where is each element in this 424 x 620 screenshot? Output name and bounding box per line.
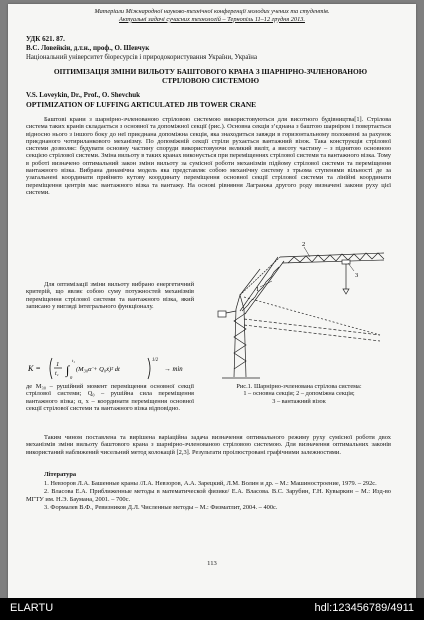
figure-label-2: 2 bbox=[302, 241, 306, 248]
reference-item: 2. Власова Е.А. Приближенные методы в математической физике/ Е.А. Власова. В.С. Зарубин, Г.Н. Кувыркин – М.: Изд-во МГТУ им. Н.Э. Баумана, 2001. – 700с. bbox=[26, 488, 391, 503]
reference-item: 1. Невзоров Л.А. Башенные краны /Л.А. Невзоров, А.А. Зарецкий, Л.М. Волин и др. – М.: Машиностроение, 1979. – 292с. bbox=[44, 480, 377, 487]
integral-sign: ∫ bbox=[66, 363, 70, 377]
caption-line-2: 1 – основна секція; 2 – допоміжна секція; bbox=[243, 390, 355, 398]
figure-label-3: 3 bbox=[355, 272, 359, 279]
formula-power: 1/2 bbox=[152, 358, 159, 363]
literature-heading: Література bbox=[44, 471, 77, 478]
figure-caption bbox=[204, 383, 394, 405]
header-line-2: Актуальні задачі сучасних технологій – Тернопіль 11–12 грудня 2013. bbox=[119, 15, 305, 23]
header-line-1: Матеріали Міжнародної науково-технічної конференції молодих учених та студентів. bbox=[94, 8, 330, 15]
caption-line-3: 3 – вантажний візок bbox=[272, 397, 326, 405]
paragraph-conclusion: Таким чином поставлена та вирішена варіаційна задача визначення оптимального режиму руху сумісної роботи двох механізмів зміни вильоту баштового крана з шарнірно-зчленованою стріловою системою. Для визначення оптимальних законів використаний наближений чисельний метод колокацій [2,3]. Результати проілюстровані графічними залежностями. bbox=[26, 434, 391, 456]
authors-ua: В.С. Ловейкін, д.т.н., проф., О. Шевчук bbox=[26, 44, 150, 52]
integral-formula bbox=[28, 354, 198, 382]
title-en: OPTIMIZATION OF LUFFING ARTICULATED JIB TOWER CRANE bbox=[26, 100, 257, 109]
formula-frac-num: 1 bbox=[56, 361, 60, 368]
reference-list bbox=[26, 480, 391, 511]
jib-crane-figure bbox=[200, 239, 394, 389]
formula-frac-den: t₁ bbox=[55, 371, 59, 377]
page-number: 113 bbox=[207, 560, 217, 567]
repository-footer bbox=[0, 598, 424, 620]
title-ua: ОПТИМІЗАЦІЯ ЗМІНИ ВИЛЬОТУ БАШТОВОГО КРАНА З ШАРНІРНО-ЗЧЛЕНОВАНОЮ СТРІЛОВОЮ СИСТЕМОЮ bbox=[53, 67, 368, 85]
authors-en: V.S. Loveykin, Dr., Prof., O. Shevchuk bbox=[26, 91, 141, 99]
formula-lhs: K = bbox=[28, 364, 41, 373]
repository-name: ELARTU bbox=[10, 602, 54, 614]
formula-upper: t₁ bbox=[72, 358, 75, 363]
reference-item: 3. Формалев В.Ф., Ревизников Д.Л. Численные методы – М.: Физматлит, 2004. – 400с. bbox=[44, 503, 278, 511]
handle-identifier: hdl:123456789/4911 bbox=[314, 602, 414, 614]
paper-page bbox=[8, 4, 416, 600]
formula-explanation: де M₃₀ – рушійний момент переміщення основної секції стрілової системи; Q₀ – рушійна сила переміщення вантажного візка; α, x – координати переміщення основної секції стрілової системи та вантажного візка відповідно. bbox=[26, 383, 194, 413]
formula-integrand: (M₃₀α̇ + Q₀ẋ)² dt bbox=[76, 366, 120, 373]
formula-arrow: → min bbox=[164, 366, 183, 373]
conference-header bbox=[8, 8, 416, 23]
paragraph-intro: Баштові крани з шарнірно-зчленованою стріловою системою використовуються для висотного будівництва[1]. Стрілова система таких кранів складається з основної та допоміжної секції (рис.). Основна секція з’єднана з баштою шарніром і повертається відносно нього з іншого боку до неї приєднана допоміжна секція, яка знаходиться завжди в горизонтальному положенні за рахунок приєднаного чотириланкового механізму. По допоміжній секції стріли рухається вантажний візок. Така конструкція стрілової системи дозволяє: будувати основну частину споруди використовуючи великий виліт, а висоту частину – з піднятою основною секцією стрілової системи. Зміна вильоту в таких кранах виконується при переміщеннях стрілової системи та вантажного візка. Тому в роботі визначено оптимальний закон зміни вильоту за сумісної роботи механізмів підйому стрілової системи та переміщення вантажного візка. Вибрана динамічна модель яка представляє собою механічну систему з трьома ступенями вільності де за узагальнені координати прийнято кутову координату переміщення основної секції стрілової системи та лінійні координати переміщення центрів мас вантажного візка та вантажу. На основі рівняння Лагранжа другого роду визначені закони руху цієї системи. bbox=[26, 116, 391, 196]
jib-crane-drawing bbox=[200, 239, 394, 389]
formula-lower: 0 bbox=[70, 375, 73, 380]
affiliation-ua: Національний університет біоресурсів і природокористування України, Україна bbox=[26, 54, 257, 61]
udc-code: УДК 621. 87. bbox=[26, 35, 65, 43]
figure-label-1: 1 bbox=[256, 286, 260, 293]
caption-line-1: Рис.1. Шарнірно-зчленована стрілова система: bbox=[236, 383, 362, 390]
left-column-text: Для оптимізації зміни вильоту вибрано енергетичний критерій, що являє собою суму потужностей механізмів переміщення стрілової системи та вантажного візка, який записано у вигляді інтегрального функціоналу. bbox=[26, 281, 194, 311]
formula-svg bbox=[28, 354, 198, 382]
